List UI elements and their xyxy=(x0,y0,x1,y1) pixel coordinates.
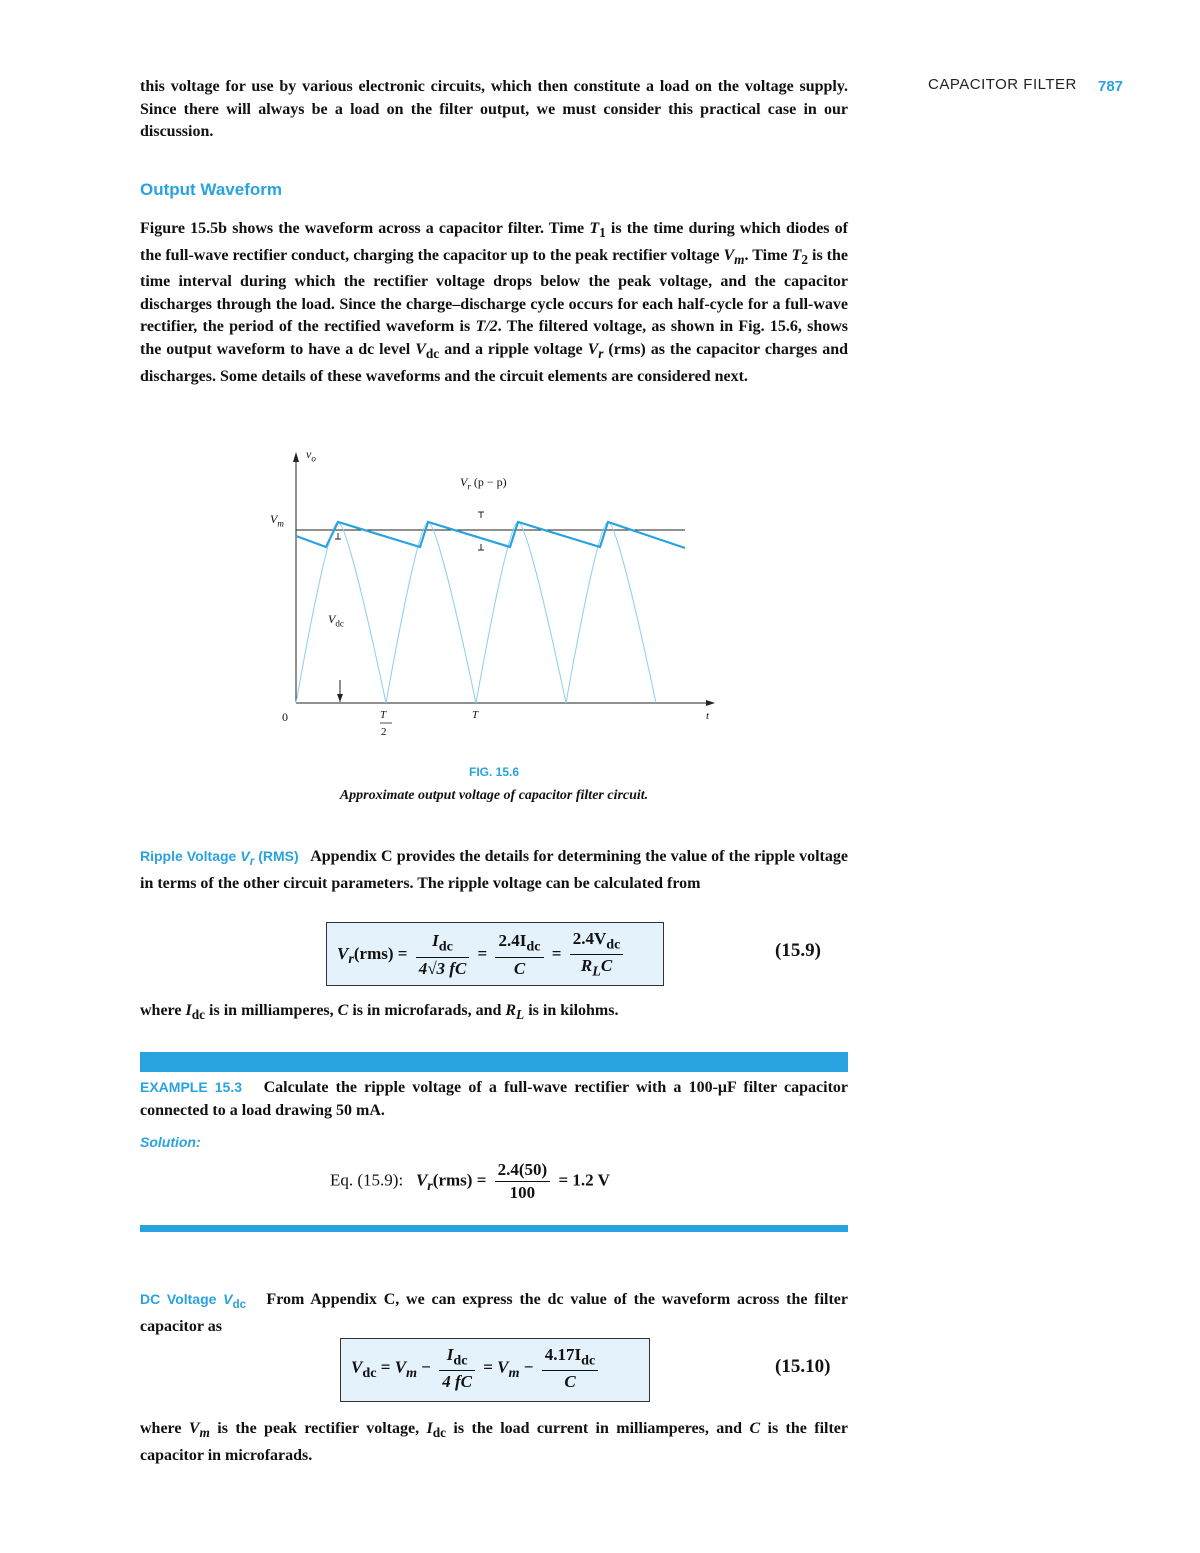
tick-label-t-half-num: T xyxy=(380,709,387,721)
section-heading-output-waveform: Output Waveform xyxy=(140,180,282,199)
dc-voltage-heading: DC Voltage $V_{dc}$ xyxy=(140,1291,247,1311)
example-top-bar xyxy=(140,1052,848,1072)
ripple-fraction-3: $\frac{2.4V_{dc}}{R_LC}$ xyxy=(570,929,624,981)
tick-label-t: T xyxy=(472,709,479,721)
example-fraction: $\frac{2.4(50)}{100}$ xyxy=(495,1160,551,1203)
filtered-output-wave xyxy=(296,522,685,548)
tick-label-zero: 0 xyxy=(282,710,288,724)
label-vo: $v_o$ xyxy=(306,447,316,464)
dc-fraction-2: $\frac{4.17I_{dc}}{C}$ xyxy=(542,1345,599,1392)
page-number: 787 xyxy=(1098,78,1124,95)
ripple-fraction-1: $\frac{I_{dc}}{4√3 fC}$ xyxy=(416,931,470,978)
tick-label-t-half-den: 2 xyxy=(381,726,387,738)
rectified-sine-wave xyxy=(296,522,656,703)
x-axis-arrow xyxy=(706,700,715,706)
equation-box-15-9: $V_r(rms)$ = $\frac{I_{dc}}{4√3 fC}$ = $\frac{2.4I_{dc}}{C}$ = $\frac{2.4V_{dc}}{R_LC}$ xyxy=(326,922,664,986)
label-vdc: $V_{dc}$ xyxy=(328,612,344,629)
equation-box-15-10: $V_{dc} = V_m$ − $\frac{I_{dc}}{4 fC}$ = $V_m$ − $\frac{4.17I_{dc}}{C}$ xyxy=(340,1338,650,1402)
solution-label: Solution: xyxy=(140,1134,201,1150)
ripple-voltage-paragraph: Ripple Voltage $V_r$ (RMS) Appendix C provides the details for determining the value of the ripple voltage in terms of the other circuit parameters. The ripple voltage can be calculated from xyxy=(140,848,848,893)
label-vm: $V_m$ xyxy=(270,512,284,529)
figure-caption-label: FIG. 15.6 xyxy=(468,765,520,779)
tick-label-time: t xyxy=(706,710,710,722)
example-label: EXAMPLE 15.3 xyxy=(140,1079,243,1095)
dc-where-text: where $V_m$ is the peak rectifier voltage, $I_{dc}$ is the load current in milliamperes, and C is the filter capacitor in microfarads. xyxy=(140,1420,849,1464)
ripple-fraction-2: $\frac{2.4I_{dc}}{C}$ xyxy=(495,931,543,978)
label-vr-pp: $V_r$ (p − p) xyxy=(460,475,507,492)
ripple-where-text: where $I_{dc}$ is in milliamperes, C is in microfarads, and $R_L$ is in kilohms. xyxy=(140,1002,619,1023)
equation-number-15-10: (15.10) xyxy=(775,1356,831,1377)
example-paragraph: EXAMPLE 15.3 Calculate the ripple voltage of a full-wave rectifier with a 100-μF filter capacitor connected to a load drawing 50 mA. xyxy=(140,1079,848,1119)
intro-paragraph: this voltage for use by various electronic circuits, which then constitute a load on the voltage supply. Since there will always be a load on the filter output, we must consider this practical case in our discussion. xyxy=(140,78,848,140)
ripple-voltage-heading: Ripple Voltage $V_r$ (RMS) xyxy=(140,848,299,868)
running-header-title: CAPACITOR FILTER xyxy=(928,76,1077,93)
equation-number-15-9: (15.9) xyxy=(775,940,821,961)
dc-voltage-paragraph: DC Voltage $V_{dc}$ From Appendix C, we can express the dc value of the waveform across the filter capacitor as xyxy=(140,1291,849,1336)
dc-fraction-1: $\frac{I_{dc}}{4 fC}$ xyxy=(439,1345,475,1392)
output-waveform-paragraph: Figure 15.5b shows the waveform across a capacitor filter. Time $T_1$ is the time during which diodes of the full-wave rectifier conduct, charging the capacitor up to the peak rectifier voltage $V_m$. Time $T_2$ is the time interval during which the rectifier voltage drops below the peak voltage, and the capacitor discharges through the load. Since the charge–discharge cycle occurs for each half-cycle for a full-wave rectifier, the period of the rectified waveform is T/2. The filtered voltage, as shown in Fig. 15.6, shows the output waveform to have a dc level $V_{dc}$ and a ripple voltage $V_r$ (rms) as the capacitor charges and discharges. Some details of these waveforms and the circuit elements are considered next. xyxy=(140,220,849,385)
y-axis-arrow xyxy=(293,452,299,462)
figure-caption-text: Approximate output voltage of capacitor filter circuit. xyxy=(339,788,649,803)
example-equation: Eq. (15.9): $V_r(rms)$ = $\frac{2.4(50)}{100}$ = 1.2 V xyxy=(330,1160,610,1202)
example-bottom-bar xyxy=(140,1225,848,1232)
